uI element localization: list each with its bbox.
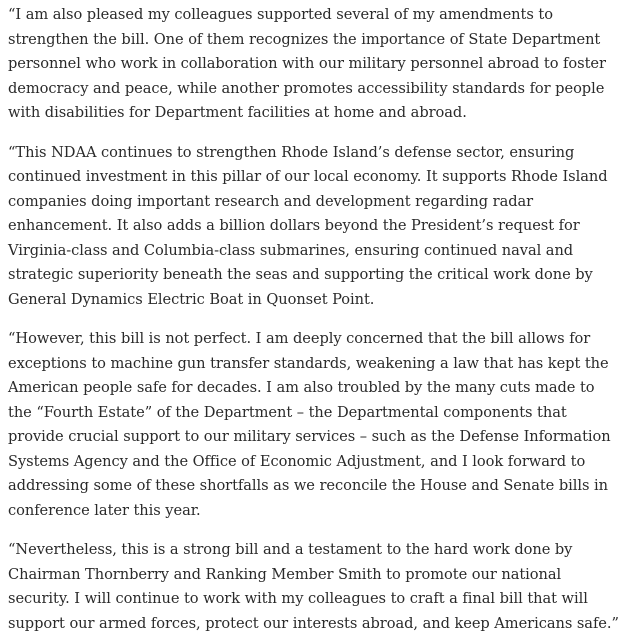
paragraph-amendments: “I am also pleased my colleagues supported several of my amendments to strengthen the bill. One of them recognizes the importance of State Department personnel who work in collaboration with our military personnel abroad to foster democracy and peace, while another promotes accessibility standards for people with disabilities for Department facilities at home and abroad. [8,6,606,121]
paragraph-concerns: “However, this bill is not perfect. I am deeply concerned that the bill allows for exceptions to machine gun transfer standards, weakening a law that has kept the American people safe for decades. I am also troubled by the many cuts made to the “Fourth Estate” of the Department – the Departmental components that provide crucial support to our military services – such as the Defense Information Systems Agency and the Office of Economic Adjustment, and I look forward to addressing some of these shortfalls as we reconcile the House and Senate bills in conference later this year. [8,330,611,519]
paragraph-defense-sector: “This NDAA continues to strengthen Rhode Island’s defense sector, ensuring continued investment in this pillar of our local economy. It supports Rhode Island companies doing important research and development regarding radar enhancement. It also adds a billion dollars beyond the President’s request for Virginia-class and Columbia-class submarines, ensuring continued naval and strategic superiority beneath the seas and supporting the critical work done by General Dynamics Electric Boat in Quonset Point. [8,143,608,308]
paragraph-conclusion: “Nevertheless, this is a strong bill and a testament to the hard work done by Chairman Thornberry and Ranking Member Smith to promote our national security. I will continue to work with my colleagues to craft a final bill that will support our armed forces, protect our interests abroad, and keep Americans safe.” [8,541,619,632]
